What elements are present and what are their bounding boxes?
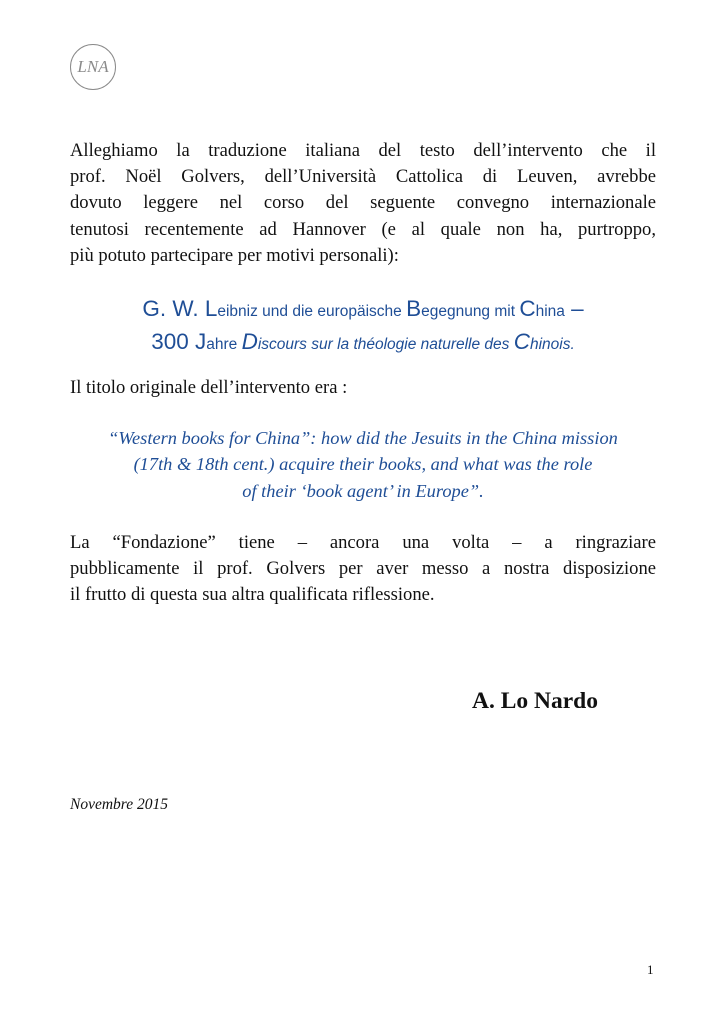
title-initials: G. W. bbox=[142, 296, 205, 321]
intro-line: tenutosi recentemente ad Hannover (e al quale non ha, purtroppo, bbox=[70, 218, 656, 240]
thanks-line: La “Fondazione” tiene – ancora una volta – a ringraziare bbox=[70, 532, 656, 553]
intro-paragraph bbox=[70, 138, 656, 269]
title-number: 300 bbox=[151, 329, 195, 354]
quote-line: “Western books for China”: how did the Jesuits in the China mission bbox=[108, 428, 618, 448]
logo-text: LNA bbox=[77, 57, 109, 76]
page-number: 1 bbox=[647, 962, 654, 977]
conference-title bbox=[70, 294, 656, 360]
quote-line: of their ‘book agent’ in Europe”. bbox=[242, 480, 484, 501]
quote-line: (17th & 18th cent.) acquire their books, and what was the role bbox=[133, 454, 593, 475]
intro-line: dovuto leggere nel corso del seguente convegno internazionale bbox=[70, 192, 656, 214]
original-title-label-text: Il titolo originale dell’intervento era : bbox=[70, 377, 348, 398]
title-cap-l: L bbox=[204, 296, 218, 321]
title-text: ahre bbox=[206, 336, 242, 353]
intro-line: più potuto partecipare per motivi personali): bbox=[70, 244, 399, 266]
title-cap-b: B bbox=[406, 296, 422, 321]
title-text: hina bbox=[535, 303, 565, 320]
intro-line: prof. Noël Golvers, dell’Università Cattolica di Leuven, avrebbe bbox=[70, 166, 656, 188]
title-cap-j: J bbox=[194, 329, 207, 354]
title-cap-c: C bbox=[513, 329, 530, 354]
original-title-label bbox=[70, 375, 656, 401]
document-date: Novembre 2015 bbox=[70, 796, 169, 813]
title-text: iscours sur la théologie naturelle des bbox=[257, 336, 514, 353]
signature: A. Lo Nardo bbox=[472, 688, 598, 714]
thanks-line: pubblicamente il prof. Golvers per aver messo a nostra disposizione bbox=[70, 558, 656, 580]
title-cap-c: C bbox=[519, 296, 536, 321]
conference-title-line-2 bbox=[70, 327, 656, 360]
thanks-line: il frutto di questa sua altra qualificata riflessione. bbox=[70, 584, 435, 606]
conference-title-line-1 bbox=[70, 294, 656, 327]
lna-logo bbox=[70, 44, 116, 90]
title-text: hinois. bbox=[529, 336, 575, 353]
original-title-quote bbox=[70, 425, 656, 504]
title-cap-d: D bbox=[241, 329, 258, 354]
thanks-paragraph bbox=[70, 530, 656, 609]
title-dash: – bbox=[564, 296, 584, 321]
title-text: eibniz und die europäische bbox=[217, 303, 407, 320]
intro-line: Alleghiamo la traduzione italiana del testo dell’intervento che il bbox=[70, 140, 656, 161]
title-text: egegnung mit bbox=[421, 303, 520, 320]
